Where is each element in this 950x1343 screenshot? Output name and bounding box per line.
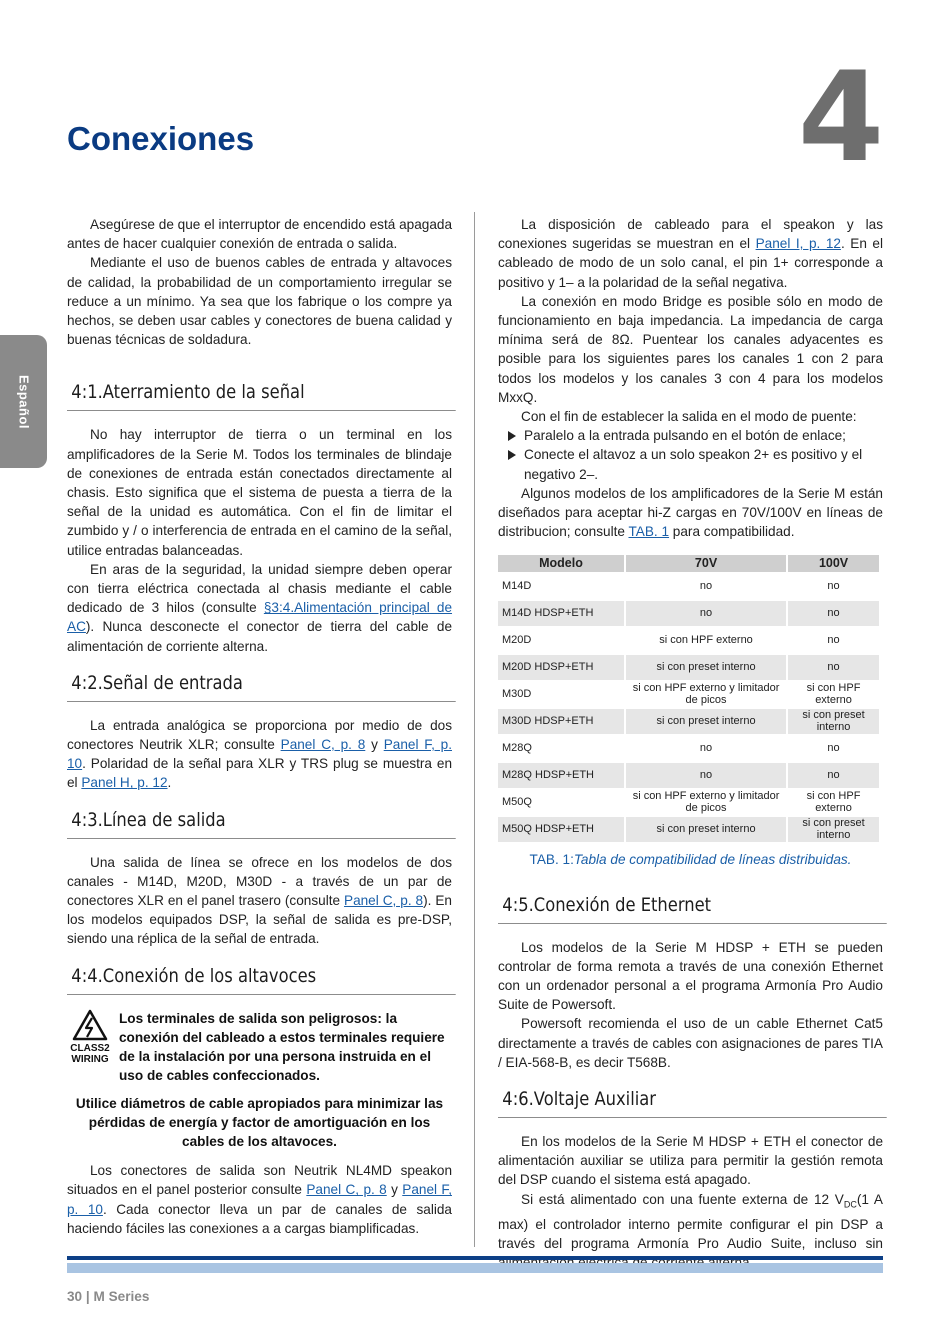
cell-100v: si con HPF externo	[788, 682, 879, 707]
page-footer: 30 | M Series	[67, 1289, 150, 1304]
cell-70v: no	[626, 763, 786, 788]
table-row	[498, 817, 879, 842]
link-panel-c[interactable]: Panel C, p. 8	[344, 893, 424, 909]
cell-100v: no	[788, 601, 879, 626]
table-row	[498, 601, 879, 626]
cell-70v: si con preset interno	[626, 655, 786, 680]
s6-paragraph-1: En los modelos de la Serie M HDSP + ETH el conector de alimentación auxiliar se utiliza para permitir la gestión remota del DSP cuando el sistema está apagado.	[498, 1134, 883, 1188]
cell-model: M50Q	[498, 790, 624, 815]
cell-model: M50Q HDSP+ETH	[498, 817, 624, 842]
s3-paragraph: Una salida de línea se ofrece en los modelos de dos canales - M14D, M20D, M30D - a través de un par de conectores XLR en el panel trasero (consulte Panel C, p. 8). En los modelos equipados DSP, la señal de salida es pre-DSP, siendo una réplica de la señal de entrada.	[67, 854, 452, 947]
link-panel-c[interactable]: Panel C, p. 8	[306, 1182, 387, 1198]
list-item: Paralelo a la entrada pulsando en el botón de enlace;	[498, 426, 883, 445]
link-panel-h[interactable]: Panel H, p. 12	[81, 775, 168, 791]
section-heading-4-4: 4:4.Conexión de los altavoces	[67, 963, 455, 995]
s5-paragraph-1: Los modelos de la Serie M HDSP + ETH se pueden controlar de forma remota a través de una conexión Ethernet con un ordenador personal a el programa Armonía Pro Audio Suite de Powersoft.	[498, 939, 883, 1013]
cable-note: Utilice diámetros de cable apropiados para minimizar las pérdidas de energía y factor de amortiguación en los cables de los altavoces.	[75, 1095, 444, 1149]
bridge-steps-list	[498, 426, 883, 484]
s1-paragraph-2: En aras de la seguridad, la unidad siempre deben operar con tierra eléctrica conectada al chasis mediante el cable dedicado de 3 hilos (consulte §3:4.Alimentación principal de AC). Nunca desconecte el conector de tierra del cable de alimentación de corriente alterna.	[67, 561, 453, 654]
section-heading-4-5: 4:5.Conexión de Ethernet	[498, 892, 886, 924]
cell-100v: no	[788, 628, 879, 653]
series-name: M Series	[93, 1289, 150, 1304]
cell-70v: no	[626, 601, 786, 626]
r-paragraph-4: Algunos modelos de los amplificadores de la Serie M están diseñados para aceptar hi-Z cargas en 70V/100V en líneas de distribucion; consulte TAB. 1 para compatibilidad.	[498, 485, 883, 540]
cell-100v: no	[788, 574, 879, 599]
link-panel-c[interactable]: Panel C, p. 8	[280, 737, 366, 753]
compatibility-table	[496, 553, 881, 844]
cell-model: M28Q HDSP+ETH	[498, 763, 624, 788]
table-caption: TAB. 1:Tabla de compatibilidad de líneas distribuidas.	[529, 852, 852, 868]
link-alimentacion-principal[interactable]: §3:4.Alimentación principal de AC	[67, 600, 453, 635]
cell-model: M14D	[498, 574, 624, 599]
column-header-70v: 70V	[626, 555, 786, 572]
link-panel-f[interactable]: Panel F, p. 10	[67, 1182, 452, 1217]
cell-70v: no	[626, 574, 786, 599]
r-paragraph-3: Con el fin de establecer la salida en el modo de puente:	[521, 409, 857, 425]
cell-model: M20D	[498, 628, 624, 653]
table-row	[498, 628, 879, 653]
cell-100v: si con HPF externo	[788, 790, 879, 815]
column-header-modelo: Modelo	[498, 555, 624, 572]
section-heading-4-3: 4:3.Línea de salida	[67, 807, 455, 839]
table-header-row	[498, 555, 879, 572]
chapter-title: Conexiones	[67, 120, 255, 157]
cell-model: M14D HDSP+ETH	[498, 601, 624, 626]
right-column	[498, 215, 883, 1272]
intro-paragraph-2: Mediante el uso de buenos cables de entrada y altavoces de calidad, la probabilidad de un comportamiento irregular se reduce a un mínimo. Ya sea que los fabrique o los compre ya hechos, se deben usar cables y conectores de buena calidad y buenas técnicas de soldadura.	[67, 255, 452, 348]
footer-rule-dark	[67, 1256, 883, 1260]
cell-100v: no	[788, 763, 879, 788]
table-row	[498, 655, 879, 680]
column-header-100v: 100V	[788, 555, 879, 572]
link-panel-f[interactable]: Panel F, p. 10	[67, 737, 452, 772]
column-divider	[474, 212, 475, 1247]
footer-rule-light	[67, 1263, 883, 1273]
table-row	[498, 736, 879, 761]
s2-paragraph: La entrada analógica se proporciona por medio de dos conectores Neutrik XLR; consulte Panel C, p. 8 y Panel F, p. 10. Polaridad de la señal para XLR y TRS plug se muestra en el Panel H, p. 12.	[67, 717, 452, 791]
table-row	[498, 574, 879, 599]
link-panel-i[interactable]: Panel I, p. 12	[755, 236, 841, 252]
language-tab-label: Español	[16, 374, 31, 429]
cell-100v: no	[788, 655, 879, 680]
link-tab-1[interactable]: TAB. 1	[628, 524, 670, 540]
s4-paragraph: Los conectores de salida son Neutrik NL4MD speakon situados en el panel posterior consulte Panel C, p. 8 y Panel F, p. 10. Cada conector lleva un par de canales de salida haciendo fáciles las conexiones a a cargas biamplificadas.	[67, 1163, 452, 1236]
section-heading-4-6: 4:6.Voltaje Auxiliar	[498, 1086, 886, 1118]
section-heading-4-1: 4:1.Aterramiento de la señal	[67, 379, 455, 411]
cell-model: M28Q	[498, 736, 624, 761]
intro-paragraph-1: Asegúrese de que el interruptor de encendido está apagada antes de hacer cualquier conexión de entrada o salida.	[67, 217, 453, 252]
cell-100v: si con preset interno	[788, 817, 879, 842]
r-paragraph-1: La disposición de cableado para el speakon y las conexiones sugeridas se muestran en el Panel I, p. 12. En el cableado de modo de un solo canal, el pin 1+ corresponde a positivo y 1– a la polaridad de la señal negativa.	[498, 217, 883, 290]
class2-wiring-warning-icon: CLASS2 WIRING	[67, 1009, 113, 1086]
cell-70v: si con HPF externo y limitador de picos	[626, 682, 786, 707]
s1-paragraph-1: No hay interruptor de tierra o un terminal en los amplificadores de la Serie M. Todos los terminales de blindaje de conexiones de entrada están conectados directamente al chasis. Esto significa que el sistema de puesta a tierra de la señal de la unidad es automática. Con el fin de limitar el zumbido y / o interferencia de entrada en el camino de la señal, utilice entradas balanceadas.	[67, 427, 452, 558]
table-row	[498, 709, 879, 734]
table-row	[498, 682, 879, 707]
page-number: 30	[67, 1289, 83, 1304]
cell-100v: no	[788, 736, 879, 761]
r-paragraph-2: La conexión en modo Bridge es posible sólo en modo de funcionamiento en baja impedancia. La impedancia de carga mínima será de 8Ω. Puentear los canales adyacentes es posible para los siguientes pares los canales 1 con 2 para todos los modelos y los canales 3 con 4 para los modelos MxxQ.	[498, 293, 883, 405]
table-row	[498, 763, 879, 788]
cell-model: M30D	[498, 682, 624, 707]
chapter-number: 4	[797, 46, 885, 190]
language-tab[interactable]	[0, 335, 47, 468]
table-row	[498, 790, 879, 815]
warning-text: Los terminales de salida son peligrosos: la conexión del cableado a estos terminales requiere de la instalación por una persona instruida en el uso de cables confeccionados.	[119, 1010, 445, 1084]
s6-paragraph-2: Si está alimentado con una fuente externa de 12 $V_{DC}(1$ A max) el controlador interno permite configurar el pin DSP a través del programa Armonía Pro Audio Suite, incluso sin	[498, 1191, 883, 1251]
list-item: Conecte el altavoz a un solo speakon 2+ es positivo y el negativo 2–.	[498, 445, 883, 483]
section-heading-4-2: 4:2.Señal de entrada	[67, 670, 455, 702]
left-column	[67, 215, 452, 1238]
cell-70v: si con HPF externo y limitador de picos	[626, 790, 786, 815]
cell-70v: no	[626, 736, 786, 761]
warning-box	[67, 1009, 452, 1086]
cell-model: M20D HDSP+ETH	[498, 655, 624, 680]
cell-70v: si con preset interno	[626, 709, 786, 734]
cell-100v: si con preset interno	[788, 709, 879, 734]
s5-paragraph-2: Powersoft recomienda el uso de un cable Ethernet Cat5 directamente a través de cables con asignaciones de pares TIA / EIA-568-B, es decir T568B.	[498, 1016, 883, 1070]
cell-model: M30D HDSP+ETH	[498, 709, 624, 734]
cell-70v: si con preset interno	[626, 817, 786, 842]
cell-70v: si con HPF externo	[626, 628, 786, 653]
